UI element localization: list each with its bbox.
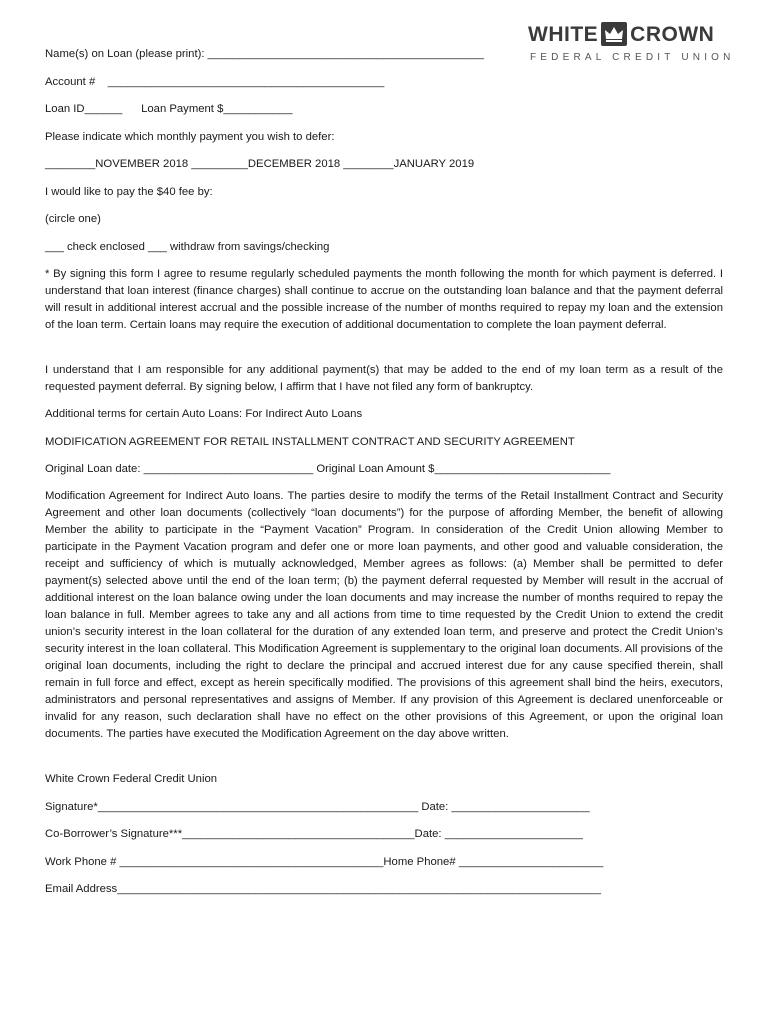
terms-paragraph: * By signing this form I agree to resume regularly scheduled payments the month following the month for which payment is deferred. I understand that loan interest (finance charges) shall continue to accrue on the outstanding loan balance and that the payment deferral will result in additional interest accrual and the possible increase of the number of months required to repay my loan and the extension of the loan term. Certain loans may require the execution of additional documentation to complete the loan payment deferral. [45,268,723,331]
account-number-field[interactable]: Account # ____________________________________________ [45,76,385,88]
logo-word-white: WHITE [528,23,599,46]
responsibility-paragraph: I understand that I am responsible for any additional payment(s) that may be added to the end of my loan term as a result of the requested payment deferral. By signing below, I affirm that I have not filed any form of bankruptcy. [45,364,723,393]
credit-union-name: White Crown Federal Credit Union [45,773,218,785]
fee-prompt: I would like to pay the $40 fee by: [45,186,213,198]
names-on-loan-field[interactable]: Name(s) on Loan (please print): ____________________________________________ [45,48,485,60]
logo-tagline: FEDERAL CREDIT UNION [530,52,735,63]
crown-icon [601,22,627,46]
white-crown-logo [528,22,735,68]
fee-payment-options[interactable]: ___ check enclosed ___ withdraw from savings/checking [45,241,330,253]
logo-word-crown: CROWN [630,23,715,46]
signature-field[interactable]: Signature*___________________________________________________ Date: ______________________ [45,801,590,813]
loan-id-payment-field[interactable]: Loan ID______ Loan Payment $___________ [45,103,293,115]
modification-paragraph: Modification Agreement for Indirect Auto loans. The parties desire to modify the terms of the Retail Installment Contract and Security Agreement and other loan documents (collectively “loan documents”) for the purpose of affording Member, the benefit of allowing Member the ability to participate in the “Payment Vacation” Program. In consideration of the Credit Union allowing Member to participate in the Payment Vacation program and defer one or more loan payments, and other good and valuable consideration, the receipt and sufficiency of which is mutually acknowledged, Member agrees as follows: (a) Member shall be permitted to defer payment(s) selected above until the end of the loan term; (b) the payment deferral requested by Member will result in the accrual of additional interest on the loan balance owing under the loan documents and may increase the number of months required to repay the loan balance in full. Member agrees to take any and all actions from time to time requested by the Credit Union to extend the credit union’s security interest in the loan collateral for the duration of any extended loan term, and preserve and protect the Credit Union’s security interest in the loan collateral. This Modification Agreement is supplementary to the original loan documents. All provisions of the original loan documents, including the right to declare the principal and accrued interest due for any cause specified therein, shall remain in full force and effect, except as herein specifically modified. The provisions of this agreement shall bind the heirs, executors, administrators and personal representatives and assigns of Member. If any provision of this Agreement is declared unenforceable or invalid for any reason, such declaration shall have no effect on the other provisions of this Agreement, or upon the original loan documents. The parties have executed the Modification Agreement on the day above written. [45,490,723,740]
defer-prompt: Please indicate which monthly payment you wish to defer: [45,131,335,143]
email-field[interactable]: Email Address_____________________________________________________________________________ [45,883,601,895]
circle-one-note: (circle one) [45,213,101,225]
logo-wordmark [528,22,714,46]
additional-terms-note: Additional terms for certain Auto Loans: For Indirect Auto Loans [45,408,363,420]
defer-month-options[interactable]: ________NOVEMBER 2018 _________DECEMBER 2018 ________JANUARY 2019 [45,158,475,170]
phone-fields[interactable]: Work Phone # __________________________________________Home Phone# _______________________ [45,856,604,868]
original-loan-field[interactable]: Original Loan date: ___________________________ Original Loan Amount $____________________________ [45,463,611,475]
co-borrower-signature-field[interactable]: Co-Borrower’s Signature***_____________________________________Date: ______________________ [45,828,583,840]
modification-heading: MODIFICATION AGREEMENT FOR RETAIL INSTALLMENT CONTRACT AND SECURITY AGREEMENT [45,436,575,448]
